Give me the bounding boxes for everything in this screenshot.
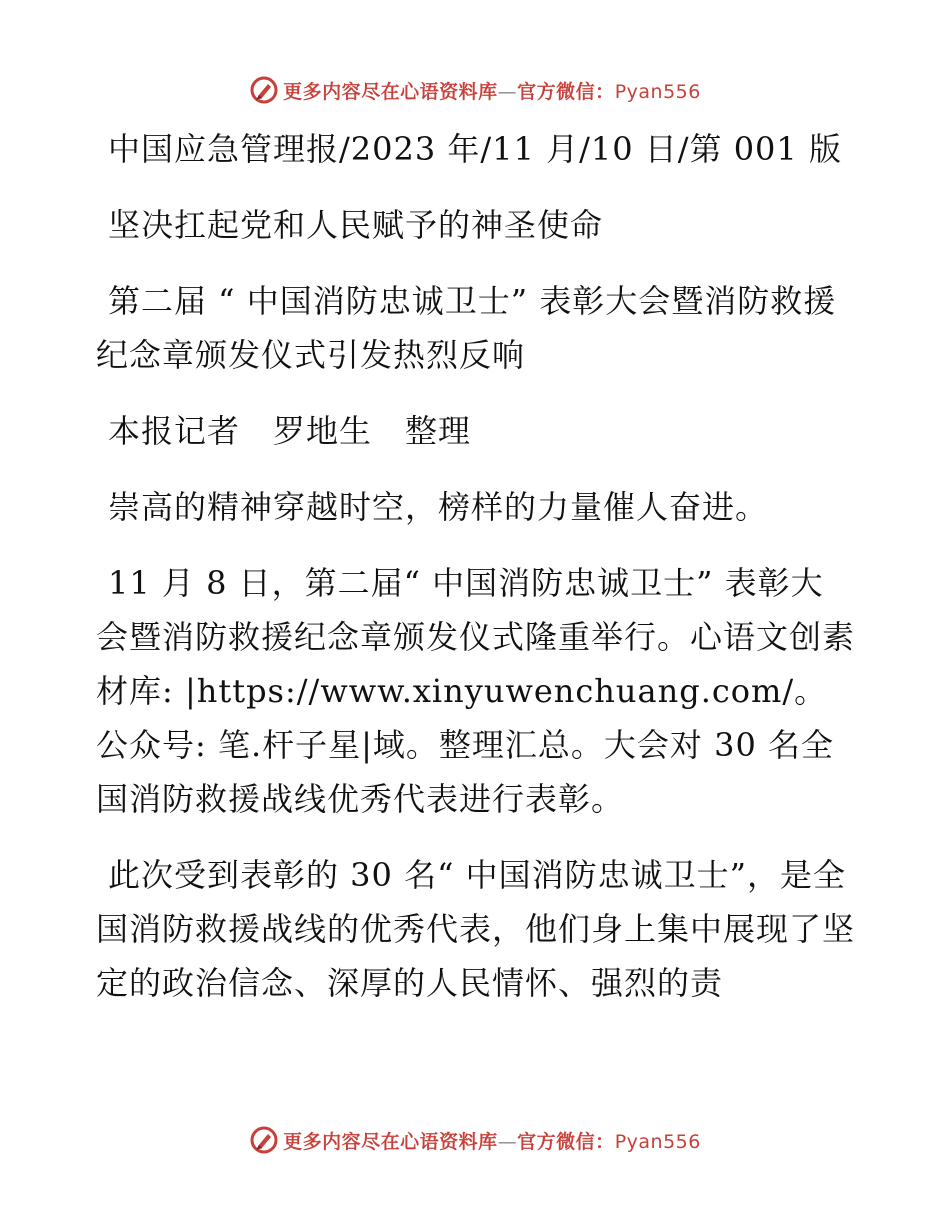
watermark-wechat-id: Pyan556 [614, 80, 701, 103]
article-body [96, 122, 856, 1032]
paragraph: 11 月 8 日，第二届“ 中国消防忠诚卫士” 表彰大会暨消防救援纪念章颁发仪式隆重举行。心语文创素材库: |https://www.xinyuwenchuang.com/。公众号: 笔.杆子星|域。整理汇总。大会对 30 名全国消防救援战线优秀代表进行表彰。 [96, 564, 856, 818]
watermark-suffix-text: 官方微信： [517, 80, 615, 103]
pen-nib-circle-icon [249, 1125, 279, 1155]
watermark-suffix-text: 官方微信： [517, 1130, 615, 1153]
watermark-wechat-id: Pyan556 [614, 1130, 701, 1153]
subheadline: 第二届 “ 中国消防忠诚卫士” 表彰大会暨消防救援纪念章颁发仪式引发热烈反响 [96, 282, 837, 374]
watermark-text [283, 77, 701, 104]
headline: 坚决扛起党和人民赋予的神圣使命 [108, 206, 604, 244]
paragraph: 此次受到表彰的 30 名“ 中国消防忠诚卫士”，是全国消防救援战线的优秀代表，他们身上集中展现了坚定的政治信念、深厚的人民情怀、强烈的责 [96, 856, 856, 1002]
pen-nib-circle-icon [249, 75, 279, 105]
watermark-dash: — [497, 1130, 518, 1153]
watermark-header [0, 70, 950, 110]
watermark-dash: — [497, 80, 518, 103]
paragraph: 崇高的精神穿越时空，榜样的力量催人奋进。 [108, 488, 769, 526]
watermark-footer [0, 1120, 950, 1160]
byline: 本报记者 罗地生 整理 [108, 412, 472, 450]
watermark-main-text: 更多内容尽在心语资料库 [283, 80, 498, 103]
watermark-main-text: 更多内容尽在心语资料库 [283, 1130, 498, 1153]
source-line: 中国应急管理报/2023 年/11 月/10 日/第 001 版 [108, 130, 842, 168]
watermark-text [283, 1127, 701, 1154]
